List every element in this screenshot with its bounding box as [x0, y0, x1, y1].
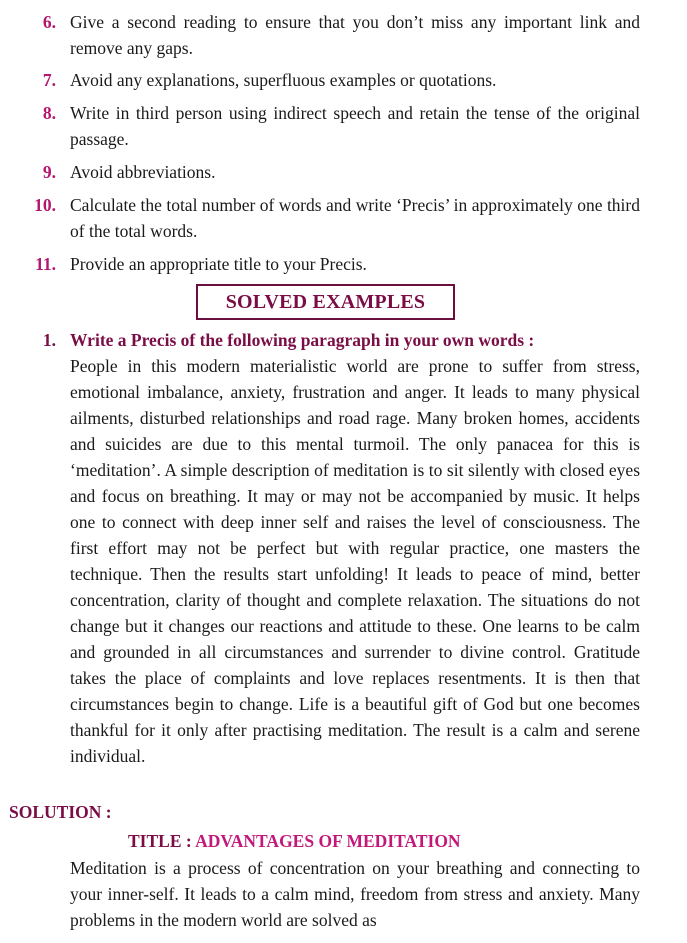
example-body: [70, 327, 640, 769]
rule-item-10: [0, 192, 640, 244]
rule-item-9: [0, 159, 640, 185]
rule-text: Write in third person using indirect speech and retain the tense of the original passage.: [70, 103, 640, 149]
rule-text: Provide an appropriate title to your Precis.: [70, 254, 367, 274]
solution-title-prefix: TITLE :: [128, 831, 196, 851]
solution-title-text: ADVANTAGES OF MEDITATION: [195, 831, 461, 851]
rule-number: 11.: [35, 254, 56, 274]
example-question: Write a Precis of the following paragraph in your own words :: [70, 330, 535, 350]
rule-item-6: [0, 9, 640, 61]
example-paragraph: People in this modern materialistic world are prone to suffer from stress, emotional imbalance, anxiety, frustration and anger. It leads to many physical ailments, disturbed relationships and road rage. Many broken homes, accidents and suicides are due to this mental turmoil. The only panacea for this is ‘meditation’. A simple description of meditation is to sit silently with closed eyes and focus on breathing. It may or may not be accompanied by music. It helps one to connect with deep inner self and raises the level of consciousness. The first effort may not be perfect but with regular practice, one masters the technique. Then the results start unfolding! It leads to peace of mind, better concentration, clarity of thought and complete relaxation. The situations do not change but it changes our reactions and attitude to these. One learns to be calm and grounded in all circumstances and surrender to divine control. Gratitude takes the place of complaints and love replaces resentments. It is then that circumstances begin to change. Life is a beautiful gift of God but one becomes thankful for it only after practising meditation. The result is a calm and serene individual.: [70, 356, 640, 766]
rule-number: 9.: [42, 162, 56, 182]
rule-text: Calculate the total number of words and write ‘Precis’ in approximately one third of the total words.: [70, 195, 640, 241]
solution-label: SOLUTION :: [9, 802, 112, 822]
rule-text: Give a second reading to ensure that you don’t miss any important link and remove any gaps.: [70, 12, 640, 58]
rule-item-8: [0, 100, 640, 152]
rule-item-11: [0, 251, 640, 277]
example-number: 1.: [42, 330, 56, 350]
rule-text: Avoid abbreviations.: [70, 162, 216, 182]
rule-item-7: [0, 67, 640, 93]
solved-examples-heading: SOLVED EXAMPLES: [196, 284, 455, 320]
rule-number: 8.: [42, 103, 56, 123]
rule-text: Avoid any explanations, superfluous examples or quotations.: [70, 70, 497, 90]
rule-number: 7.: [42, 70, 56, 90]
solved-example-1: [0, 327, 640, 769]
solution-title: [128, 828, 461, 854]
rule-number: 10.: [34, 195, 56, 215]
rule-number: 6.: [42, 12, 56, 32]
solution-paragraph: Meditation is a process of concentration on your breathing and connecting to your inner-self. It leads to a calm mind, freedom from stress and anxiety. Many problems in the modern world are solved as: [70, 858, 640, 930]
